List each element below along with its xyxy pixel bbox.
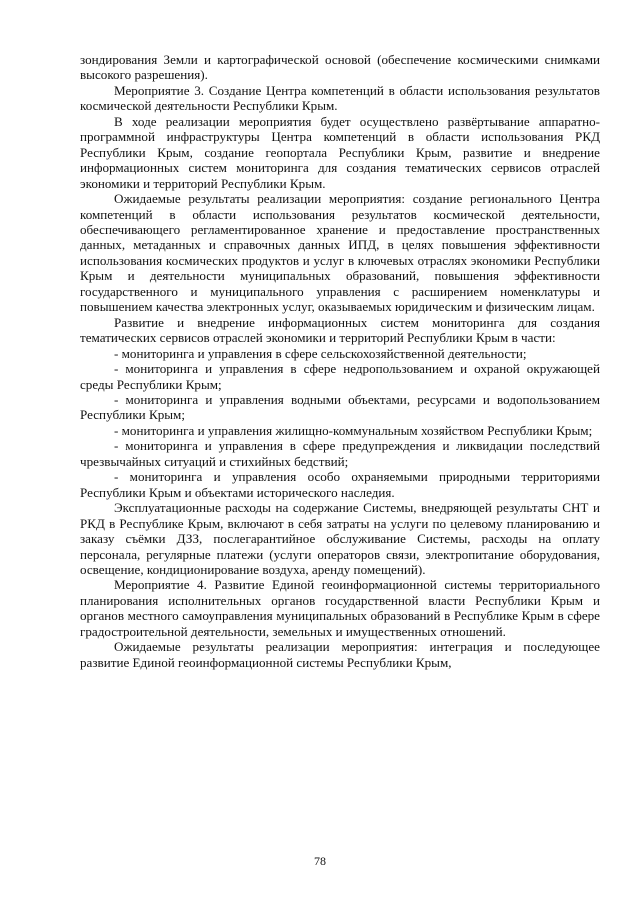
document-body — [80, 52, 600, 670]
list-item-protected-areas: - мониторинга и управления особо охраняемыми природными территориями Республики Крым и объектами исторического наследия. — [80, 469, 600, 500]
list-item-housing: - мониторинга и управления жилищно-коммунальным хозяйством Республики Крым; — [114, 422, 593, 438]
paragraph-measure-3-implementation: В ходе реализации мероприятия будет осуществлено развёртывание аппаратно-программной инфраструктуры Центра компетенций в области использования РКД Республики Крым, создание геопортала Республики Крым, развитие и внедрение информационных систем мониторинга для создания тематических сервисов отраслей экономики и территорий Республики Крым. — [80, 113, 600, 191]
paragraph-monitoring-intro: Развитие и внедрение информационных систем мониторинга для создания тематических сервисов отраслей экономики и территорий Республики Крым в части: — [80, 314, 600, 346]
paragraph-operating-costs: Эксплуатационные расходы на содержание Системы, внедряющей результаты СНТ и РКД в Республике Крым, включают в себя затраты на услуги по целевому планированию и заказу съёмки ДЗЗ, послегарантийное обслуживание Системы, расходы на оплату персонала, регулярные платежи (услуги операторов связи, электропитание оборудования, освещение, кондиционирование воздуха, аренду помещений). — [80, 500, 600, 577]
page-number: 78 — [314, 854, 326, 868]
list-item-water: - мониторинга и управления водными объектами, ресурсами и водопользованием Республики Крым; — [80, 391, 600, 423]
list-item-subsoil: - мониторинга и управления в сфере недропользованием и охраной окружающей среды Республики Крым; — [80, 361, 600, 392]
paragraph-measure-4-results: Ожидаемые результаты реализации мероприятия: интеграция и последующее развитие Единой геоинформационной системы Республики Крым, — [80, 639, 600, 670]
paragraph-continuation: зондирования Земли и картографической основой (обеспечение космическими снимками высокого разрешения). — [80, 52, 600, 83]
paragraph-measure-3-results: Ожидаемые результаты реализации мероприятия: создание регионального Центра компетенций в области использования результатов космической деятельности, обеспечивающего регламентированное хранение и предоставление пространственных данных, метаданных и справочных данных ИПД, в целях повышения эффективности использования космических продуктов и услуг в ключевых отраслях экономики Республики Крым и деятельности муниципальных образований, повышения эффективности государственного и муниципального управления с расширением номенклатуры и повышением качества электронных услуг, оказываемых юридическим и физическим лицам. — [80, 191, 600, 315]
list-item-agriculture: - мониторинга и управления в сфере сельскохозяйственной деятельности; — [114, 345, 527, 361]
list-item-emergency: - мониторинга и управления в сфере предупреждения и ликвидации последствий чрезвычайных ситуаций и стихийных бедствий; — [80, 438, 600, 469]
paragraph-measure-4-heading: Мероприятие 4. Развитие Единой геоинформационной системы территориального планирования исполнительных органов государственной власти Республики Крым и органов местного самоуправления муниципальных образований в Республике Крым в сфере градостроительной деятельности, земельных и имущественных отношений. — [80, 577, 600, 639]
paragraph-measure-3-heading: Мероприятие 3. Создание Центра компетенций в области использования результатов космической деятельности Республики Крым. — [80, 82, 600, 114]
